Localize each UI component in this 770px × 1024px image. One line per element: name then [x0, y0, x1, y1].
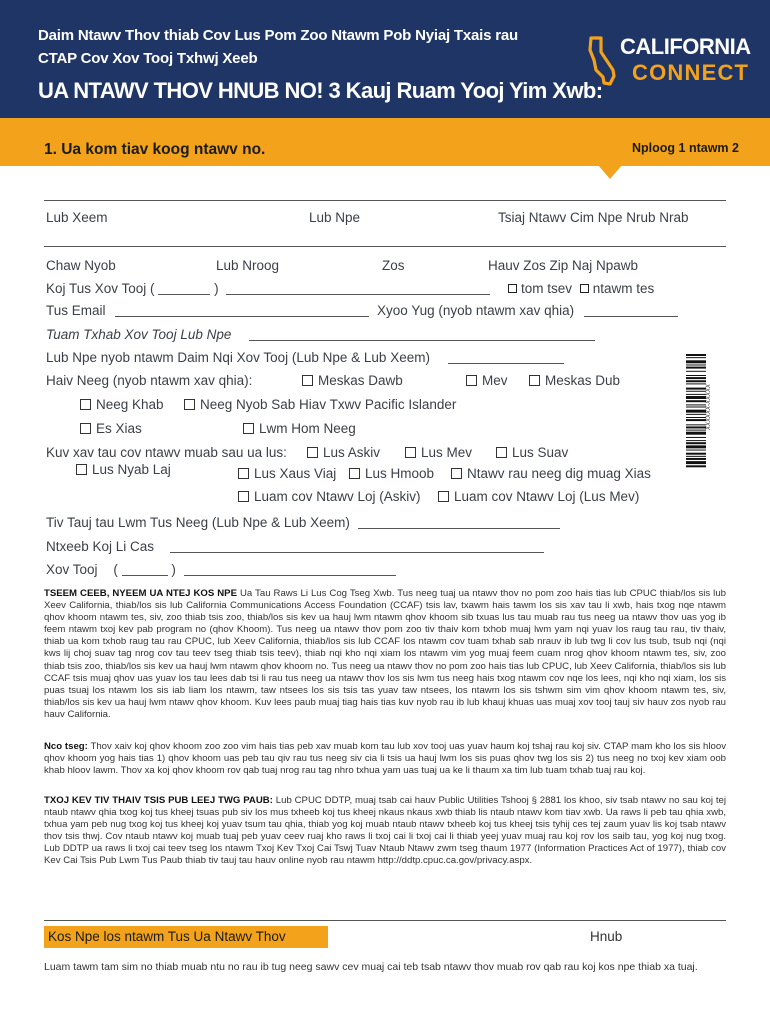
checkbox[interactable] — [307, 447, 318, 458]
barcode-bar — [686, 430, 706, 431]
barcode-bar — [686, 360, 706, 363]
middle-initial-label: Tsiaj Ntawv Cim Npe Nrub Nrab — [498, 210, 689, 225]
checkbox[interactable] — [80, 399, 91, 410]
barcode-bar — [686, 450, 706, 451]
alt-phone-label: Xov Tooj — [46, 562, 98, 577]
email-label: Tus Email — [46, 303, 106, 318]
barcode-bar — [686, 417, 706, 418]
barcode-bar — [686, 440, 706, 441]
ethnicity-option-native[interactable] — [80, 397, 164, 412]
checkbox[interactable] — [238, 468, 249, 479]
date-label: Hnub — [590, 929, 623, 944]
ethnicity-option-asian[interactable] — [80, 421, 142, 436]
barcode-bar — [686, 465, 706, 467]
barcode-bar — [686, 404, 706, 405]
birth-year-field[interactable] — [584, 304, 678, 317]
checkbox[interactable] — [349, 468, 360, 479]
relationship-label: Ntxeeb Koj Li Cas — [46, 539, 155, 554]
phone-paren: ) — [214, 281, 219, 296]
barcode-bar — [686, 458, 706, 460]
barcode-bar — [686, 461, 706, 464]
barcode-bar — [686, 442, 706, 444]
barcode-bar — [686, 426, 706, 428]
home-phone-label: tom tsev — [521, 281, 573, 296]
note-paragraph — [44, 741, 726, 777]
alt-phone-field[interactable] — [184, 563, 396, 576]
note-heading: Nco tseg: — [44, 741, 88, 752]
option-label: Lus Suav — [512, 445, 569, 460]
band-notch — [598, 165, 622, 179]
language-option-hmong[interactable] — [349, 466, 434, 481]
checkbox[interactable] — [496, 447, 507, 458]
option-label: Ntawv rau neeg dig muag Xias — [467, 466, 651, 481]
ethnicity-option-black[interactable] — [529, 373, 620, 388]
first-name-label: Lub Npe — [309, 210, 361, 225]
last-name-label: Lub Xeem — [46, 210, 108, 225]
note-body: Thov xaiv koj qhov khoom zoo zoo vim hais tias peb xav muab kom tau lub xov tooj uas yuav haum koj tshaj rau koj siv. CTAP mam kho los sis hloov qhov khoom yog hais tias 1) qhov khoom uas peb tau qiv rau tus neeg siv cia li tsis ua hauj lwm los sis puas qhov twg los sis 2) tus neeg no txoj kev xiam oob khab hloov lawm. Thov xa koj qhov khoom rov qab tuaj nrog rau tag nhro txhua yam uas tuaj ua ke li thaum xa tim lub tuam txhab tuaj rau koj. — [44, 741, 726, 777]
ethnicity-option-other[interactable] — [243, 421, 356, 436]
alt-area-code-field[interactable] — [122, 563, 168, 576]
barcode-bar — [686, 388, 706, 390]
checkbox[interactable] — [243, 423, 254, 434]
home-phone-checkbox[interactable] — [508, 284, 517, 293]
zip-label: Hauv Zos Zip Naj Npawb — [488, 258, 639, 273]
logo-text-connect: CONNECT — [632, 60, 750, 85]
option-label: Luam cov Ntawv Loj (Askiv) — [254, 489, 421, 504]
checkbox[interactable] — [76, 464, 87, 475]
state-label: Zos — [382, 258, 405, 273]
barcode-bar — [686, 414, 706, 415]
option-label: Lus Xaus Viaj — [254, 466, 337, 481]
checkbox[interactable] — [184, 399, 195, 410]
alt-phone-row — [46, 562, 396, 577]
checkbox[interactable] — [451, 468, 462, 479]
signature-label: Kos Npe los ntawm Tus Ua Ntawv Thov — [48, 929, 286, 944]
option-label: Neeg Khab — [96, 397, 164, 412]
barcode-bar — [686, 377, 706, 379]
privacy-paragraph — [44, 795, 726, 868]
option-label: Lus Askiv — [323, 445, 381, 460]
phone-company-label: Tuam Txhab Xov Tooj Lub Npe — [46, 327, 232, 342]
barcode-bar — [686, 437, 706, 438]
checkbox[interactable] — [302, 375, 313, 386]
phone-company-field[interactable] — [249, 328, 595, 341]
california-connect-logo — [588, 34, 751, 90]
california-map-icon — [588, 36, 616, 86]
barcode-bar — [686, 367, 706, 369]
barcode-bar — [686, 419, 706, 421]
signature-line[interactable] — [44, 920, 726, 921]
barcode-bar — [686, 407, 706, 408]
header-line-1: Daim Ntawv Thov thiab Cov Lus Pom Zoo Ntawm Pob Nyiaj Txais rau — [38, 27, 518, 44]
account-name-row — [46, 350, 564, 365]
header-title: UA NTAWV THOV HNUB NO! 3 Kauj Ruam Yooj Yim Xwb: — [38, 78, 603, 103]
option-label: Lwm Hom Neeg — [259, 421, 356, 436]
barcode-bar — [686, 357, 706, 358]
header-line-2: CTAP Cov Xov Tooj Txhwj Xeeb — [38, 50, 258, 67]
privacy-heading: TXOJ KEV TIV THAIV TSIS PUB LEEJ TWG PAUB: — [44, 795, 273, 806]
consent-body: Ua Tau Raws Li Lus Cog Tseg Xwb. Tus neeg tuaj ua ntawv thov no pom zoo hais tias lub CPUC thiab/los sis lub Xeev California, thiab/los sis lub California Communications Access Foundation (CCAF) tsis lav, txawm hais tawm los sis xav tau li xwb, hais txog nqe ntawm qhov khoom ntawm tes, siv, zoo thiab tsis zoo, thiab/los sis kev ua hauj lwm ntawm qhov khoom sib txuas lus tau muab rau tus neeg ua ntawv thov uas yog ib feem ntawm txoj kev pab program no (qhov Khoom). Tus neeg ua ntawv thov pom zoo tiv thaiv kom txhob muaj lwm yam nqi yuav los raug tau rau, tiv thaiv, thiab ua kom txhob raug tau rau CPUC, lub Xeev California, thiab/los sis lub CCAF los ntawm cov tuam txhab sab nrauv ib lub twg li cov lus tsub, tsub nqi (nqi kws lij choj suav tag nrog cov tau teev tseg thiab tsis teev), thiab nqi kho nqi xiam los ntawm vim yog muaj feem cuam nrog qhov khoom ntawm tes, siv, zoo thiab tsis zoo, thiab/los sis kev ua hauj lwm ntawm qhov khoom no. Tus neeg ua ntawv thov no pom zoo hais tias lub CPUC, lub Xeev California, thiab/los sis lub CCAF tsis muaj qhov uas yuav los tau lees dab tsi li rau tus neeg ua ntawv thov los sis lwm tus neeg hais txog ntawm cov nqe los lees, nqi kho nqi xiam, los sis puas tsuaj los ntawm los sis iab liam los ntawm, taw ntsees los sis tsis tas yuav taw ntsees, los ntawm los sis tshwm sim vim qhov khoom ntawm tes, siv, thiab/los sis kev ua hauj lwm ntawv qhov khoom. Kuv lees paub muaj tiag hais tias kuv nyob rau ib lub khauj khuas uas muaj xov tooj tauj siv hauv zos nyob rau hauv California. — [44, 588, 726, 720]
language-label: Kuv xav tau cov ntawv muab sau ua lus: — [46, 445, 287, 460]
privacy-body: Lub CPUC DDTP, muaj tsab cai hauv Public Utilities Tshooj § 2881 los khoo, siv tsab ntawv no sau koj tej ntaub ntawv qhia txog koj tus kheej tsuas pub siv los mus txheeb koj tus kheej nkaus nkaus xwb thiab lis ntaub ntawv kom tiav xwb. Ua raws li peb tau qhia xwb, txhua yam peb nug txog koj tus kheej koj yuav tsum tau qhia, thiab yog koj muab ntaub ntawv txheeb koj tus kheej tsis tyhij ces tej zaum yuav lis koj tsab ntawv thov tsis thwj. Cov ntaub ntawv koj muab tuaj peb yuav ceev ruaj kho raws li txoj cai li txoj cai li thiab yeej yuav muaj rau koj rov los saib tau, yog koj nug txog. Lub DDTP ua raws li txoj cai teev tseg los ntawm Txoj Kev Txoj Cai Tswj Tuav Ntaub Ntawv zwm tseg thaum 1977 (Information Practices Act of 1977), thiab cov Kev Cai Tsis Pub Lwm Tus Paub thiab tiv tauj tau hauv online nyob rau ntawm http://ddtp.cpuc.ca.gov/privacy.aspx. — [44, 795, 726, 867]
checkbox[interactable] — [466, 375, 477, 386]
relationship-field[interactable] — [170, 540, 544, 553]
alt-phone-paren-open: ( — [113, 562, 118, 577]
barcode-bar — [686, 383, 706, 384]
language-option-chinese[interactable] — [496, 445, 568, 460]
account-name-label: Lub Npe nyob ntawm Daim Nqi Xov Tooj (Lub Npe & Lub Xeem) — [46, 350, 430, 365]
barcode-bar — [686, 391, 706, 392]
relationship-row — [46, 539, 544, 554]
alt-contact-row — [46, 515, 560, 530]
phone-row — [46, 281, 490, 296]
barcode-bar — [686, 424, 706, 425]
barcode-bar — [686, 375, 706, 376]
cell-phone-checkbox[interactable] — [580, 284, 589, 293]
checkbox[interactable] — [529, 375, 540, 386]
consent-heading: TSEEM CEEB, NYEEM UA NTEJ KOS NPE — [44, 588, 237, 599]
option-label: Lus Hmoob — [365, 466, 435, 481]
option-label: Es Xias — [96, 421, 142, 436]
language-option-braille[interactable] — [451, 466, 651, 481]
name-input-line[interactable] — [44, 200, 726, 201]
footer-instruction: Luam tawm tam sim no thiab muab ntu no rau ib tug neeg sawv cev muaj cai teb tsab ntawv thov muab rov qab rau koj kos npe thiab xa tuaj. — [44, 961, 698, 973]
ethnicity-option-pacific[interactable] — [184, 397, 456, 412]
ethnicity-option-hispanic[interactable] — [466, 373, 508, 388]
language-option-english[interactable] — [307, 445, 380, 460]
header-banner — [0, 0, 770, 118]
barcode-bar — [686, 380, 706, 382]
address-input-line[interactable] — [44, 246, 726, 247]
address-label: Chaw Nyob — [46, 258, 116, 273]
barcode-bar — [686, 354, 706, 356]
barcode-bar — [686, 396, 706, 399]
barcode-bar — [686, 432, 706, 435]
option-label: Meskas Dawb — [318, 373, 403, 388]
barcode-bar — [686, 453, 706, 455]
barcode-bar — [686, 394, 706, 395]
alt-phone-paren-close: ) — [171, 562, 176, 577]
checkbox[interactable] — [405, 447, 416, 458]
email-field[interactable] — [115, 304, 369, 317]
barcode-bar — [686, 365, 706, 366]
option-label: Neeg Nyob Sab Hiav Txwv Pacific Islander — [200, 397, 457, 412]
logo-text-california: CALIFORNIA — [620, 34, 751, 59]
alt-contact-label: Tiv Tauj tau Lwm Tus Neeg (Lub Npe & Lub Xeem) — [46, 515, 350, 530]
barcode-bar — [686, 400, 706, 402]
ethnicity-label: Haiv Neeg (nyob ntawm xav qhia): — [46, 373, 253, 388]
option-label: Luam cov Ntawv Loj (Lus Mev) — [454, 489, 640, 504]
option-label: Mev — [482, 373, 508, 388]
checkbox[interactable] — [438, 491, 449, 502]
ethnicity-option-white[interactable] — [302, 373, 403, 388]
checkbox[interactable] — [238, 491, 249, 502]
alt-contact-field[interactable] — [358, 516, 560, 529]
company-row — [46, 327, 595, 342]
phone-number-field[interactable] — [226, 282, 490, 295]
barcode-bar — [686, 410, 706, 413]
step-title: 1. Ua kom tiav koog ntawv no. — [44, 141, 266, 158]
checkbox[interactable] — [80, 423, 91, 434]
option-label: Lus Nyab Laj — [92, 462, 171, 477]
language-option-vietnamese[interactable] — [76, 462, 171, 477]
consent-paragraph — [44, 588, 726, 721]
email-row — [46, 303, 678, 318]
page-indicator: Nploog 1 ntawm 2 — [632, 141, 739, 155]
birth-year-label: Xyoo Yug (nyob ntawm xav qhia) — [377, 303, 575, 318]
option-label: Lus Mev — [421, 445, 473, 460]
phone-type-group — [508, 281, 654, 296]
language-option-large-print-spanish[interactable] — [438, 489, 639, 504]
account-name-field[interactable] — [448, 351, 564, 364]
city-label: Lub Nroog — [216, 258, 280, 273]
barcode-bar — [686, 445, 706, 448]
barcode-number: XXXXXX-XXXXX — [706, 383, 712, 430]
phone-label: Koj Tus Xov Tooj ( — [46, 281, 155, 296]
barcode-bar — [686, 456, 706, 457]
language-option-large-print-english[interactable] — [238, 489, 421, 504]
barcode-bar — [686, 371, 706, 372]
language-option-tagalog[interactable] — [238, 466, 336, 481]
option-label: Meskas Dub — [545, 373, 621, 388]
area-code-field[interactable] — [158, 282, 210, 295]
language-option-spanish[interactable] — [405, 445, 472, 460]
cell-phone-label: ntawm tes — [592, 281, 655, 296]
